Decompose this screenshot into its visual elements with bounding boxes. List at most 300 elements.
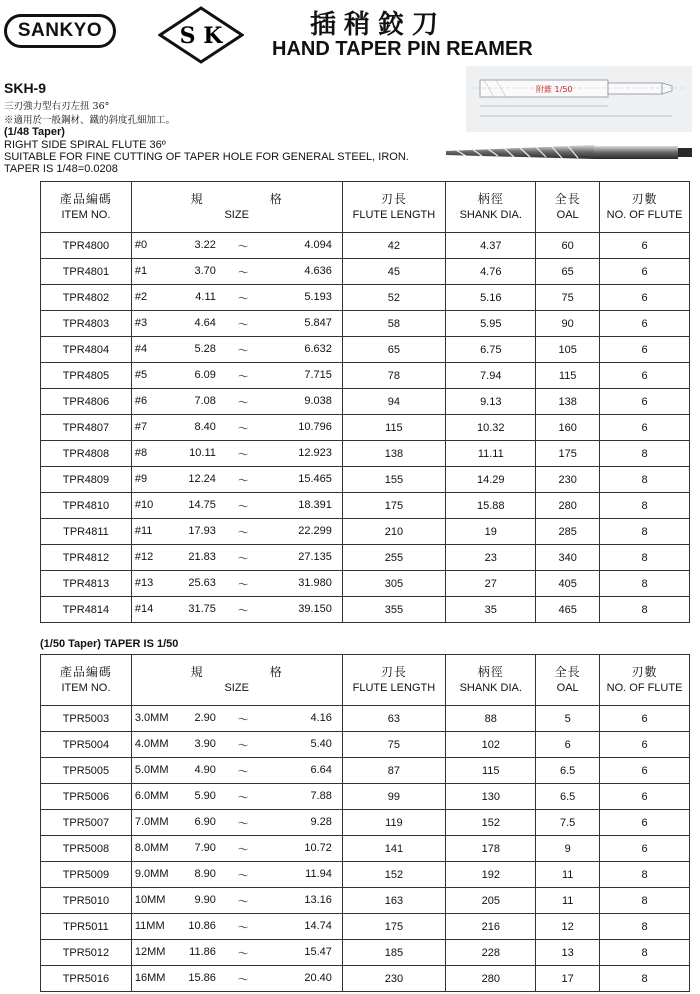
size-cell (131, 571, 342, 597)
shank-dia-cell: 152 (446, 810, 536, 836)
size-small-end: 8.40 (194, 421, 216, 433)
item-no-cell: TPR4814 (41, 597, 132, 623)
shank-dia-cell: 5.95 (446, 311, 536, 337)
oal-cell: 90 (536, 311, 600, 337)
no-of-flute-cell: 6 (600, 415, 690, 441)
material-grade: SKH-9 (4, 80, 47, 96)
size-range-tilde: ～ (237, 241, 249, 253)
no-of-flute-cell: 8 (600, 467, 690, 493)
size-designation: #11 (134, 525, 153, 537)
shank-dia-cell: 19 (446, 519, 536, 545)
size-range-tilde: ～ (237, 974, 249, 986)
item-no-cell: TPR5016 (41, 966, 132, 992)
size-range-tilde: ～ (237, 319, 249, 331)
size-range-tilde: ～ (237, 267, 249, 279)
size-cell (131, 389, 342, 415)
size-cell (131, 363, 342, 389)
header-no-of-flute: 刃數 NO. OF FLUTE (600, 182, 690, 233)
shank-dia-cell: 9.13 (446, 389, 536, 415)
table-row (41, 862, 690, 888)
item-no-cell: TPR4808 (41, 441, 132, 467)
size-large-end: 31.980 (298, 577, 332, 589)
taper-48-heading: (1/48 Taper) (4, 126, 65, 138)
size-small-end: 5.28 (194, 343, 216, 355)
no-of-flute-cell: 8 (600, 519, 690, 545)
size-small-end: 8.90 (194, 868, 216, 880)
oal-cell: 65 (536, 259, 600, 285)
no-of-flute-cell: 6 (600, 233, 690, 259)
item-no-cell: TPR4801 (41, 259, 132, 285)
header-item-no: 產品編碼 ITEM NO. (41, 182, 132, 233)
size-designation: 12MM (134, 946, 166, 958)
item-no-cell: TPR4809 (41, 467, 132, 493)
no-of-flute-cell: 6 (600, 259, 690, 285)
size-range-tilde: ～ (237, 818, 249, 830)
flute-length-cell: 87 (342, 758, 446, 784)
flute-length-cell: 355 (342, 597, 446, 623)
size-cell (131, 285, 342, 311)
header-flute-length: 刃長 FLUTE LENGTH (342, 182, 446, 233)
size-range-tilde: ～ (237, 475, 249, 487)
flute-length-cell: 45 (342, 259, 446, 285)
oal-cell: 11 (536, 862, 600, 888)
sankyo-logo: SANKYO (4, 14, 116, 48)
size-small-end: 4.64 (194, 317, 216, 329)
header-size: 規 格 SIZE (131, 655, 342, 706)
size-designation: #1 (134, 265, 148, 277)
size-cell (131, 415, 342, 441)
table-header-row (41, 655, 690, 706)
size-small-end: 3.90 (194, 738, 216, 750)
header-item-no: 產品編碼 ITEM NO. (41, 655, 132, 706)
flute-length-cell: 42 (342, 233, 446, 259)
shank-dia-cell: 178 (446, 836, 536, 862)
item-no-cell: TPR4807 (41, 415, 132, 441)
no-of-flute-cell: 8 (600, 914, 690, 940)
size-large-end: 39.150 (298, 603, 332, 615)
table-row (41, 758, 690, 784)
size-range-tilde: ～ (237, 896, 249, 908)
size-small-end: 6.09 (194, 369, 216, 381)
shank-dia-cell: 27 (446, 571, 536, 597)
size-large-end: 4.636 (304, 265, 332, 277)
size-cell (131, 493, 342, 519)
size-small-end: 7.08 (194, 395, 216, 407)
item-no-cell: TPR5010 (41, 888, 132, 914)
size-large-end: 5.193 (304, 291, 332, 303)
size-cell (131, 810, 342, 836)
table-row (41, 732, 690, 758)
size-large-end: 18.391 (298, 499, 332, 511)
no-of-flute-cell: 6 (600, 758, 690, 784)
size-large-end: 11.94 (305, 868, 332, 880)
flute-length-cell: 255 (342, 545, 446, 571)
shank-dia-cell: 4.37 (446, 233, 536, 259)
size-range-tilde: ～ (237, 605, 249, 617)
oal-cell: 9 (536, 836, 600, 862)
size-small-end: 3.22 (194, 239, 216, 251)
shank-dia-cell: 216 (446, 914, 536, 940)
size-designation: #13 (134, 577, 154, 589)
table-row (41, 311, 690, 337)
size-range-tilde: ～ (237, 922, 249, 934)
flute-length-cell: 163 (342, 888, 446, 914)
item-no-cell: TPR5005 (41, 758, 132, 784)
size-range-tilde: ～ (237, 844, 249, 856)
size-designation: #5 (134, 369, 148, 381)
size-large-end: 15.465 (298, 473, 332, 485)
flute-length-cell: 138 (342, 441, 446, 467)
size-large-end: 9.038 (304, 395, 332, 407)
size-designation: 3.0MM (134, 712, 169, 724)
shank-dia-cell: 35 (446, 597, 536, 623)
reamer-technical-drawing (466, 66, 692, 132)
size-designation: 11MM (134, 920, 165, 932)
size-range-tilde: ～ (237, 449, 249, 461)
flute-length-cell: 58 (342, 311, 446, 337)
taper-50-heading: (1/50 Taper) TAPER IS 1/50 (40, 638, 179, 650)
item-no-cell: TPR4800 (41, 233, 132, 259)
item-no-cell: TPR4803 (41, 311, 132, 337)
table-row (41, 467, 690, 493)
table-row (41, 337, 690, 363)
table-row (41, 493, 690, 519)
size-large-end: 20.40 (304, 972, 332, 984)
item-no-cell: TPR5009 (41, 862, 132, 888)
size-large-end: 4.094 (304, 239, 332, 251)
header-oal: 全長 OAL (536, 182, 600, 233)
size-large-end: 12.923 (298, 447, 332, 459)
no-of-flute-cell: 8 (600, 597, 690, 623)
size-cell (131, 311, 342, 337)
item-no-cell: TPR5012 (41, 940, 132, 966)
table-row (41, 363, 690, 389)
header-shank-dia: 柄徑 SHANK DIA. (446, 655, 536, 706)
table-row (41, 784, 690, 810)
oal-cell: 5 (536, 706, 600, 732)
size-designation: 4.0MM (134, 738, 169, 750)
no-of-flute-cell: 6 (600, 389, 690, 415)
size-small-end: 31.75 (188, 603, 216, 615)
description-en-1: RIGHT SIDE SPIRAL FLUTE 36º (4, 139, 166, 151)
oal-cell: 60 (536, 233, 600, 259)
table-row (41, 285, 690, 311)
no-of-flute-cell: 6 (600, 810, 690, 836)
size-range-tilde: ～ (237, 740, 249, 752)
size-small-end: 15.86 (188, 972, 216, 984)
oal-cell: 160 (536, 415, 600, 441)
item-no-cell: TPR5006 (41, 784, 132, 810)
size-designation: 6.0MM (134, 790, 169, 802)
sk-diamond-logo (158, 6, 244, 64)
no-of-flute-cell: 8 (600, 545, 690, 571)
page-title-chinese: 插稍鉸刀 (310, 10, 447, 40)
flute-length-cell: 141 (342, 836, 446, 862)
item-no-cell: TPR5007 (41, 810, 132, 836)
oal-cell: 75 (536, 285, 600, 311)
shank-dia-cell: 7.94 (446, 363, 536, 389)
header-shank-dia: 柄徑 SHANK DIA. (446, 182, 536, 233)
no-of-flute-cell: 6 (600, 836, 690, 862)
size-cell (131, 940, 342, 966)
size-designation: #3 (134, 317, 148, 329)
size-range-tilde: ～ (237, 714, 249, 726)
oal-cell: 6.5 (536, 758, 600, 784)
size-large-end: 10.796 (298, 421, 332, 433)
no-of-flute-cell: 6 (600, 311, 690, 337)
size-small-end: 7.90 (194, 842, 216, 854)
oal-cell: 230 (536, 467, 600, 493)
oal-cell: 7.5 (536, 810, 600, 836)
header-size: 規 格 SIZE (131, 182, 342, 233)
table-row (41, 966, 690, 992)
table-row (41, 259, 690, 285)
size-large-end: 13.16 (304, 894, 332, 906)
size-designation: #12 (134, 551, 154, 563)
table-row (41, 706, 690, 732)
size-designation: 9.0MM (134, 868, 169, 880)
shank-dia-cell: 10.32 (446, 415, 536, 441)
size-designation: #0 (134, 239, 148, 251)
taper-50-table (40, 654, 690, 992)
item-no-cell: TPR4805 (41, 363, 132, 389)
size-small-end: 9.90 (194, 894, 216, 906)
size-cell (131, 836, 342, 862)
flute-length-cell: 185 (342, 940, 446, 966)
oal-cell: 175 (536, 441, 600, 467)
reamer-photo (444, 140, 694, 166)
no-of-flute-cell: 8 (600, 966, 690, 992)
item-no-cell: TPR4811 (41, 519, 132, 545)
size-designation: 5.0MM (134, 764, 169, 776)
size-cell (131, 259, 342, 285)
flute-length-cell: 78 (342, 363, 446, 389)
size-small-end: 25.63 (188, 577, 216, 589)
item-no-cell: TPR5011 (41, 914, 132, 940)
size-cell (131, 467, 342, 493)
oal-cell: 105 (536, 337, 600, 363)
size-designation: 10MM (134, 894, 166, 906)
size-small-end: 4.11 (195, 291, 216, 303)
size-cell (131, 519, 342, 545)
size-small-end: 10.11 (189, 447, 216, 459)
size-small-end: 14.75 (188, 499, 216, 511)
description-en-3: TAPER IS 1/48=0.0208 (4, 163, 118, 175)
no-of-flute-cell: 6 (600, 363, 690, 389)
shank-dia-cell: 192 (446, 862, 536, 888)
item-no-cell: TPR5003 (41, 706, 132, 732)
no-of-flute-cell: 8 (600, 888, 690, 914)
description-cn-2: ※適用於一般鋼材、鐵的斜度孔細加工。 (4, 115, 176, 126)
taper-48-table (40, 181, 690, 623)
size-cell (131, 732, 342, 758)
shank-dia-cell: 15.88 (446, 493, 536, 519)
size-small-end: 3.70 (194, 265, 216, 277)
size-cell (131, 337, 342, 363)
no-of-flute-cell: 6 (600, 784, 690, 810)
flute-length-cell: 152 (342, 862, 446, 888)
header-flute-length: 刃長 FLUTE LENGTH (342, 655, 446, 706)
size-range-tilde: ～ (237, 397, 249, 409)
size-range-tilde: ～ (237, 870, 249, 882)
flute-length-cell: 175 (342, 493, 446, 519)
no-of-flute-cell: 8 (600, 940, 690, 966)
flute-length-cell: 230 (342, 966, 446, 992)
size-large-end: 9.28 (310, 816, 332, 828)
size-range-tilde: ～ (237, 345, 249, 357)
size-cell (131, 706, 342, 732)
size-designation: 7.0MM (134, 816, 169, 828)
table-row (41, 597, 690, 623)
oal-cell: 280 (536, 493, 600, 519)
size-small-end: 11.86 (189, 946, 216, 958)
size-designation: #6 (134, 395, 148, 407)
oal-cell: 405 (536, 571, 600, 597)
header-no-of-flute: 刃數 NO. OF FLUTE (600, 655, 690, 706)
size-small-end: 4.90 (194, 764, 216, 776)
oal-cell: 285 (536, 519, 600, 545)
oal-cell: 17 (536, 966, 600, 992)
table-row (41, 545, 690, 571)
size-large-end: 4.16 (310, 712, 332, 724)
shank-dia-cell: 88 (446, 706, 536, 732)
no-of-flute-cell: 8 (600, 441, 690, 467)
size-range-tilde: ～ (237, 579, 249, 591)
oal-cell: 12 (536, 914, 600, 940)
oal-cell: 340 (536, 545, 600, 571)
no-of-flute-cell: 6 (600, 732, 690, 758)
table-row (41, 441, 690, 467)
table-row (41, 940, 690, 966)
flute-length-cell: 75 (342, 732, 446, 758)
sk-logo-text: S K (179, 23, 223, 49)
size-range-tilde: ～ (237, 766, 249, 778)
size-small-end: 6.90 (194, 816, 216, 828)
drawing-taper-label: 附錐 1/50 (536, 85, 573, 94)
oal-cell: 6 (536, 732, 600, 758)
flute-length-cell: 115 (342, 415, 446, 441)
shank-dia-cell: 11.11 (446, 441, 536, 467)
size-small-end: 5.90 (194, 790, 216, 802)
size-designation: #9 (134, 473, 148, 485)
oal-cell: 465 (536, 597, 600, 623)
oal-cell: 13 (536, 940, 600, 966)
size-large-end: 6.632 (304, 343, 332, 355)
size-range-tilde: ～ (237, 371, 249, 383)
shank-dia-cell: 6.75 (446, 337, 536, 363)
page-title-english: HAND TAPER PIN REAMER (272, 38, 533, 60)
shank-dia-cell: 14.29 (446, 467, 536, 493)
flute-length-cell: 119 (342, 810, 446, 836)
oal-cell: 6.5 (536, 784, 600, 810)
size-small-end: 17.93 (188, 525, 216, 537)
size-small-end: 21.83 (188, 551, 216, 563)
oal-cell: 138 (536, 389, 600, 415)
item-no-cell: TPR4806 (41, 389, 132, 415)
flute-length-cell: 52 (342, 285, 446, 311)
table-row (41, 233, 690, 259)
size-small-end: 10.86 (188, 920, 216, 932)
size-large-end: 22.299 (298, 525, 332, 537)
size-large-end: 14.74 (304, 920, 332, 932)
shank-dia-cell: 205 (446, 888, 536, 914)
flute-length-cell: 155 (342, 467, 446, 493)
shank-dia-cell: 280 (446, 966, 536, 992)
size-cell (131, 784, 342, 810)
size-designation: 16MM (134, 972, 166, 984)
table-row (41, 389, 690, 415)
size-large-end: 15.47 (304, 946, 332, 958)
size-designation: #2 (134, 291, 148, 303)
size-cell (131, 441, 342, 467)
size-large-end: 5.847 (304, 317, 332, 329)
oal-cell: 11 (536, 888, 600, 914)
item-no-cell: TPR4812 (41, 545, 132, 571)
flute-length-cell: 65 (342, 337, 446, 363)
size-designation: #14 (134, 603, 154, 615)
size-cell (131, 888, 342, 914)
shank-dia-cell: 102 (446, 732, 536, 758)
size-designation: #4 (134, 343, 148, 355)
size-range-tilde: ～ (237, 423, 249, 435)
table-row (41, 888, 690, 914)
size-cell (131, 862, 342, 888)
table-header-row (41, 182, 690, 233)
table-row (41, 810, 690, 836)
no-of-flute-cell: 6 (600, 337, 690, 363)
flute-length-cell: 99 (342, 784, 446, 810)
table-row (41, 415, 690, 441)
table-row (41, 571, 690, 597)
shank-dia-cell: 130 (446, 784, 536, 810)
size-large-end: 6.64 (310, 764, 332, 776)
size-range-tilde: ～ (237, 501, 249, 513)
flute-length-cell: 175 (342, 914, 446, 940)
size-cell (131, 914, 342, 940)
no-of-flute-cell: 6 (600, 706, 690, 732)
item-no-cell: TPR5008 (41, 836, 132, 862)
size-range-tilde: ～ (237, 527, 249, 539)
description-en-2: SUITABLE FOR FINE CUTTING OF TAPER HOLE FOR GENERAL STEEL, IRON. (4, 151, 409, 163)
flute-length-cell: 63 (342, 706, 446, 732)
size-cell (131, 545, 342, 571)
no-of-flute-cell: 8 (600, 493, 690, 519)
table-row (41, 836, 690, 862)
size-large-end: 10.72 (304, 842, 332, 854)
size-large-end: 7.715 (304, 369, 332, 381)
no-of-flute-cell: 6 (600, 285, 690, 311)
description-cn-1: 三刃強力型右刃左扭 36° (4, 101, 110, 112)
size-designation: #10 (134, 499, 154, 511)
header-oal: 全長 OAL (536, 655, 600, 706)
size-range-tilde: ～ (237, 293, 249, 305)
size-cell (131, 758, 342, 784)
size-range-tilde: ～ (237, 792, 249, 804)
size-cell (131, 966, 342, 992)
size-cell (131, 597, 342, 623)
shank-dia-cell: 115 (446, 758, 536, 784)
oal-cell: 115 (536, 363, 600, 389)
size-range-tilde: ～ (237, 948, 249, 960)
no-of-flute-cell: 8 (600, 571, 690, 597)
no-of-flute-cell: 8 (600, 862, 690, 888)
size-large-end: 7.88 (310, 790, 332, 802)
shank-dia-cell: 5.16 (446, 285, 536, 311)
size-large-end: 27.135 (298, 551, 332, 563)
flute-length-cell: 210 (342, 519, 446, 545)
flute-length-cell: 305 (342, 571, 446, 597)
table-row (41, 519, 690, 545)
